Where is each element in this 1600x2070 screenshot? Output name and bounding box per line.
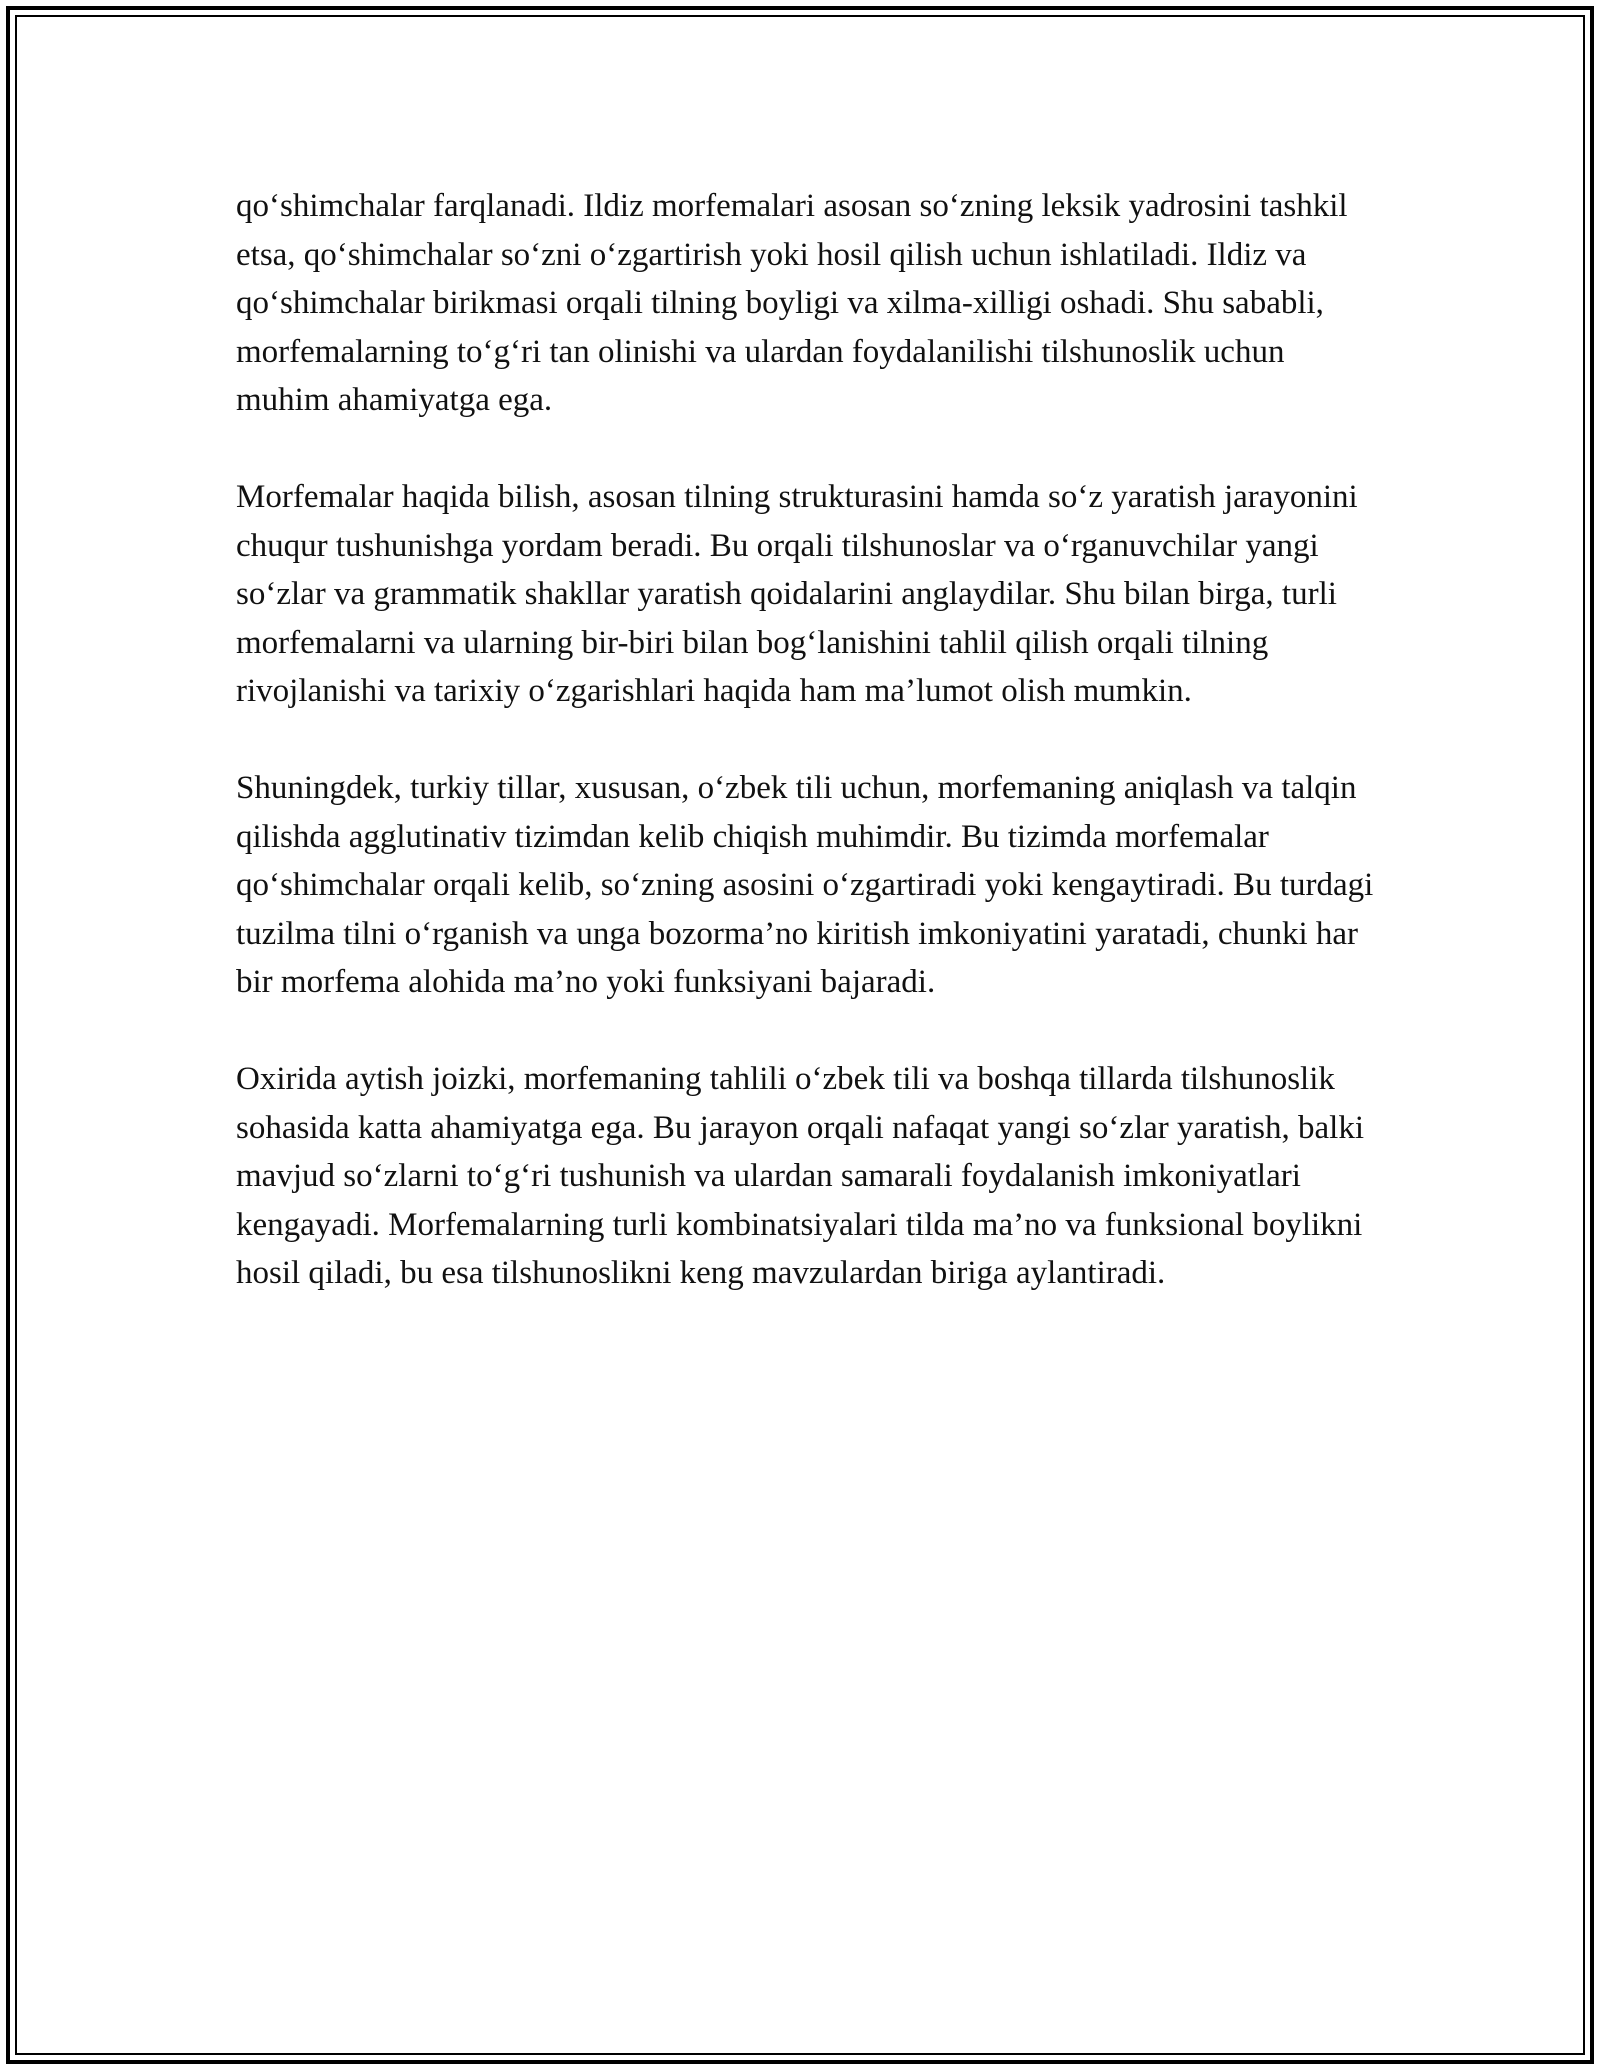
paragraph-2: Morfemalar haqida bilish, asosan tilning strukturasini hamda so‘z yaratish jarayonini chuqur tushunishga yordam beradi. Bu orqali tilshunoslar va o‘rganuvchilar yangi so‘zlar va grammatik shakllar yaratish qoidalarini anglaydilar. Shu bilan birga, turli morfemalarni va ularning bir-biri bilan bog‘lanishini tahlil qilish orqali tilning rivojlanishi va tarixiy o‘zgarishlari haqida ham ma’lumot olish mumkin. [236,479,1358,709]
document-body [236,182,1376,1346]
paragraph-1: qo‘shimchalar farqlanadi. Ildiz morfemalari asosan so‘zning leksik yadrosini tashkil etsa, qo‘shimchalar so‘zni o‘zgartirish yoki hosil qilish uchun ishlatiladi. Ildiz va qo‘shimchalar birikmasi orqali tilning boyligi va xilma-xilligi oshadi. Shu sababli, morfemalarning to‘g‘ri tan olinishi va ulardan foydalanilishi tilshunoslik uchun muhim ahamiyatga ega. [236,188,1348,418]
paragraph-3: Shuningdek, turkiy tillar, xususan, o‘zbek tili uchun, morfemaning aniqlash va talqin qilishda agglutinativ tizimdan kelib chiqish muhimdir. Bu tizimda morfemalar qo‘shimchalar orqali kelib, so‘zning asosini o‘zgartiradi yoki kengaytiradi. Bu turdagi tuzilma tilni o‘rganish va unga bozorma’no kiritish imkoniyatini yaratadi, chunki har bir morfema alohida ma’no yoki funksiyani bajaradi. [236,770,1374,1000]
paragraph-4: Oxirida aytish joizki, morfemaning tahlili o‘zbek tili va boshqa tillarda tilshunoslik sohasida katta ahamiyatga ega. Bu jarayon orqali nafaqat yangi so‘zlar yaratish, balki mavjud so‘zlarni to‘g‘ri tushunish va ulardan samarali foydalanish imkoniyatlari kengayadi. Morfemalarning turli kombinatsiyalari tilda ma’no va funksional boylikni hosil qiladi, bu esa tilshunoslikni keng mavzulardan biriga aylantiradi. [236,1061,1364,1291]
